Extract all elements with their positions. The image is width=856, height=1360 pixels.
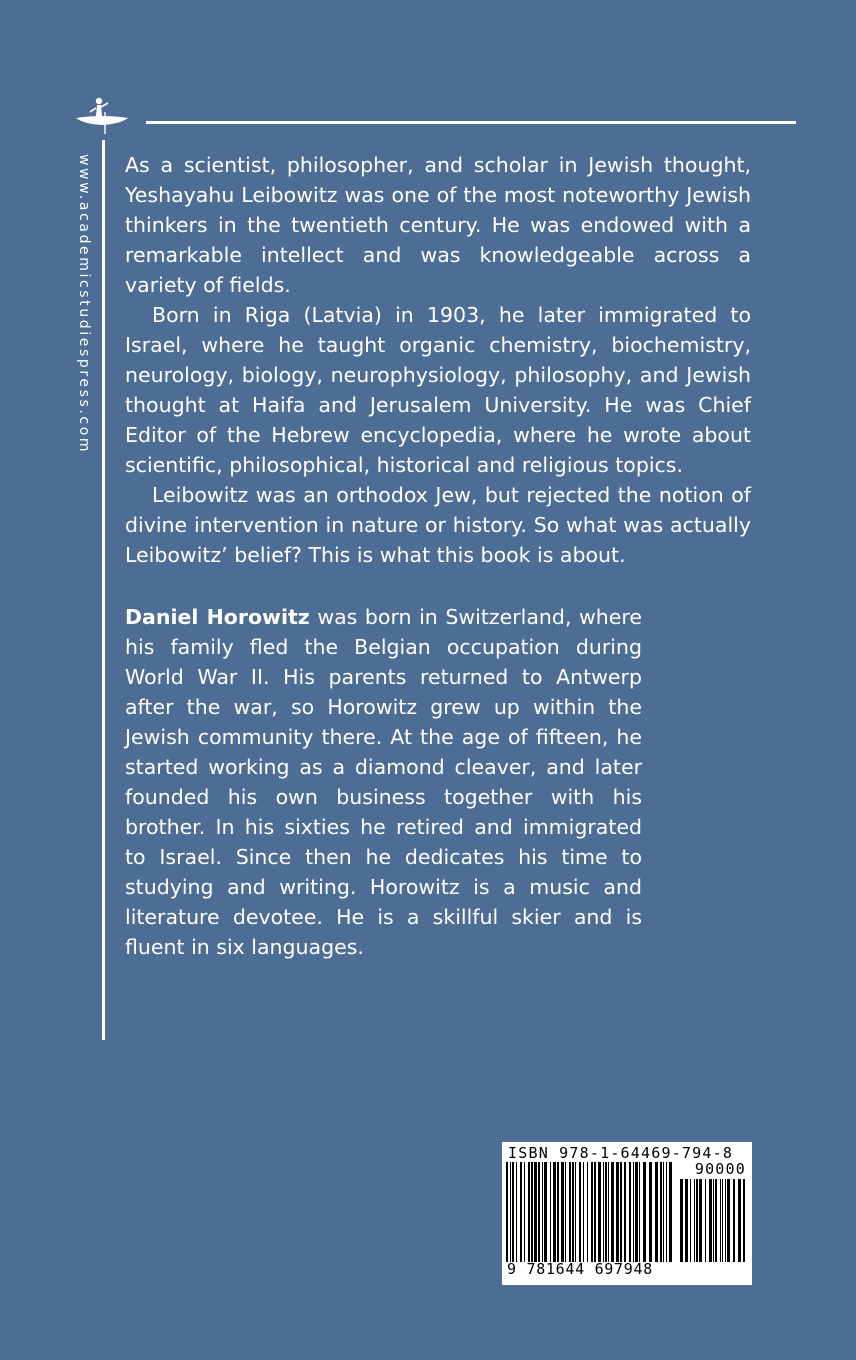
barcode-bar: [572, 1162, 574, 1262]
ean-digits: 9 781644 697948: [507, 1260, 653, 1278]
barcode-bar: [624, 1162, 626, 1262]
barcode-bar: [561, 1162, 564, 1262]
book-description: [125, 150, 751, 570]
barcode-bar: [587, 1162, 588, 1262]
barcode-bar: [579, 1162, 581, 1262]
barcode-bar: [538, 1162, 540, 1262]
barcode-bar: [553, 1162, 556, 1262]
barcode-bar: [666, 1162, 667, 1262]
barcode-bar: [531, 1162, 533, 1262]
barcode-bar: [725, 1179, 726, 1262]
barcode-bar: [598, 1162, 601, 1262]
barcode-bar: [544, 1162, 547, 1262]
barcode-bar: [616, 1162, 619, 1262]
barcode-bar: [722, 1179, 723, 1262]
author-bio-text: was born in Switzerland, where his family fled the Belgian occupation during World War II. His parents returned to Antwerp after the war, so Horowitz grew up within the Jewish community there. At the age of fifteen, he started working as a diamond cleaver, and later founded his own business together with his brother. In his sixties he retired and immigrated to Israel. Since then he dedicates his time to studying and writing. Horowitz is a music and literature devotee. He is a skillful skier and is fluent in six languages.: [125, 605, 642, 959]
top-divider: [146, 121, 796, 124]
barcode-bar: [669, 1162, 672, 1262]
author-bio: [125, 602, 642, 962]
barcode-bar: [557, 1162, 559, 1262]
barcode-bar: [705, 1179, 706, 1262]
barcode-bar: [583, 1162, 584, 1262]
side-divider: [102, 140, 105, 1040]
barcode-bar: [594, 1162, 596, 1262]
barcode-bar: [696, 1179, 698, 1262]
barcode-bar: [709, 1179, 712, 1262]
barcode-bar: [516, 1162, 517, 1262]
barcode-bar: [603, 1162, 604, 1262]
barcode-bar: [715, 1179, 717, 1262]
barcode-bar: [510, 1162, 511, 1262]
publisher-website: www.academicstudiespress.com: [76, 154, 92, 455]
barcode-bar: [639, 1162, 640, 1262]
barcode-bar: [649, 1162, 652, 1262]
price-code: 90000: [694, 1160, 746, 1178]
barcode-bar: [611, 1162, 614, 1262]
barcode-bar: [629, 1162, 631, 1262]
description-paragraph: Born in Riga (Latvia) in 1903, he later immigrated to Israel, where he taught organic chemistry, biochemistry, neurology, biology, neurophysiology, philosophy, and Jewish thought at Haifa and Jerusalem University. He was Chief Editor of the Hebrew encyclopedia, where he wrote about scientific, philosophical, historical and religious topics.: [125, 303, 751, 477]
barcode-bar: [663, 1162, 664, 1262]
barcode-bar: [569, 1162, 571, 1262]
barcode-bar: [605, 1162, 607, 1262]
barcode-bar: [655, 1162, 658, 1262]
barcode-bar: [680, 1179, 683, 1262]
description-paragraph: As a scientist, philosopher, and scholar in Jewish thought, Yeshayahu Leibowitz was one of the most noteworthy Jewish thinkers in the twentieth century. He was endowed with a remarkable intellect and was knowledgeable across a variety of fields.: [125, 153, 751, 297]
barcode-bar: [635, 1162, 638, 1262]
barcode-bar: [643, 1162, 646, 1262]
isbn-barcode: [502, 1142, 752, 1285]
author-name: Daniel Horowitz: [125, 605, 310, 629]
barcode-bar: [528, 1162, 530, 1262]
barcode-bar: [743, 1179, 745, 1262]
barcode-bar: [512, 1162, 514, 1262]
barcode-bar: [727, 1179, 730, 1262]
barcode-bar: [524, 1162, 525, 1262]
barcode-bar: [565, 1162, 566, 1262]
barcode-bar: [720, 1179, 721, 1262]
barcode-bar: [591, 1162, 593, 1262]
barcode-bar: [550, 1162, 551, 1262]
barcode-bar: [520, 1162, 522, 1262]
barcode-bar: [620, 1162, 622, 1262]
barcode-bar: [694, 1179, 695, 1262]
barcode-bar: [699, 1179, 702, 1262]
barcode-bar: [690, 1179, 691, 1262]
barcode-bar: [713, 1179, 714, 1262]
isbn-label: ISBN 978-1-64469-794-8: [508, 1144, 734, 1162]
barcode-bar: [608, 1162, 609, 1262]
barcode-bar: [575, 1162, 576, 1262]
barcode-bar: [685, 1179, 688, 1262]
barcode-bars: [506, 1162, 674, 1262]
description-paragraph: Leibowitz was an orthodox Jew, but rejected the notion of divine intervention in nature or history. So what was actually Leibowitz’ belief? This is what this book is about.: [125, 483, 751, 567]
barcode-bar: [506, 1162, 508, 1262]
barcode-bar: [542, 1162, 543, 1262]
price-barcode-bars: [680, 1179, 746, 1262]
boat-figure-icon: [74, 96, 130, 136]
barcode-bar: [660, 1162, 662, 1262]
barcode-bar: [534, 1162, 537, 1262]
barcode-bar: [738, 1179, 741, 1262]
barcode-bar: [633, 1162, 634, 1262]
barcode-bar: [733, 1179, 735, 1262]
